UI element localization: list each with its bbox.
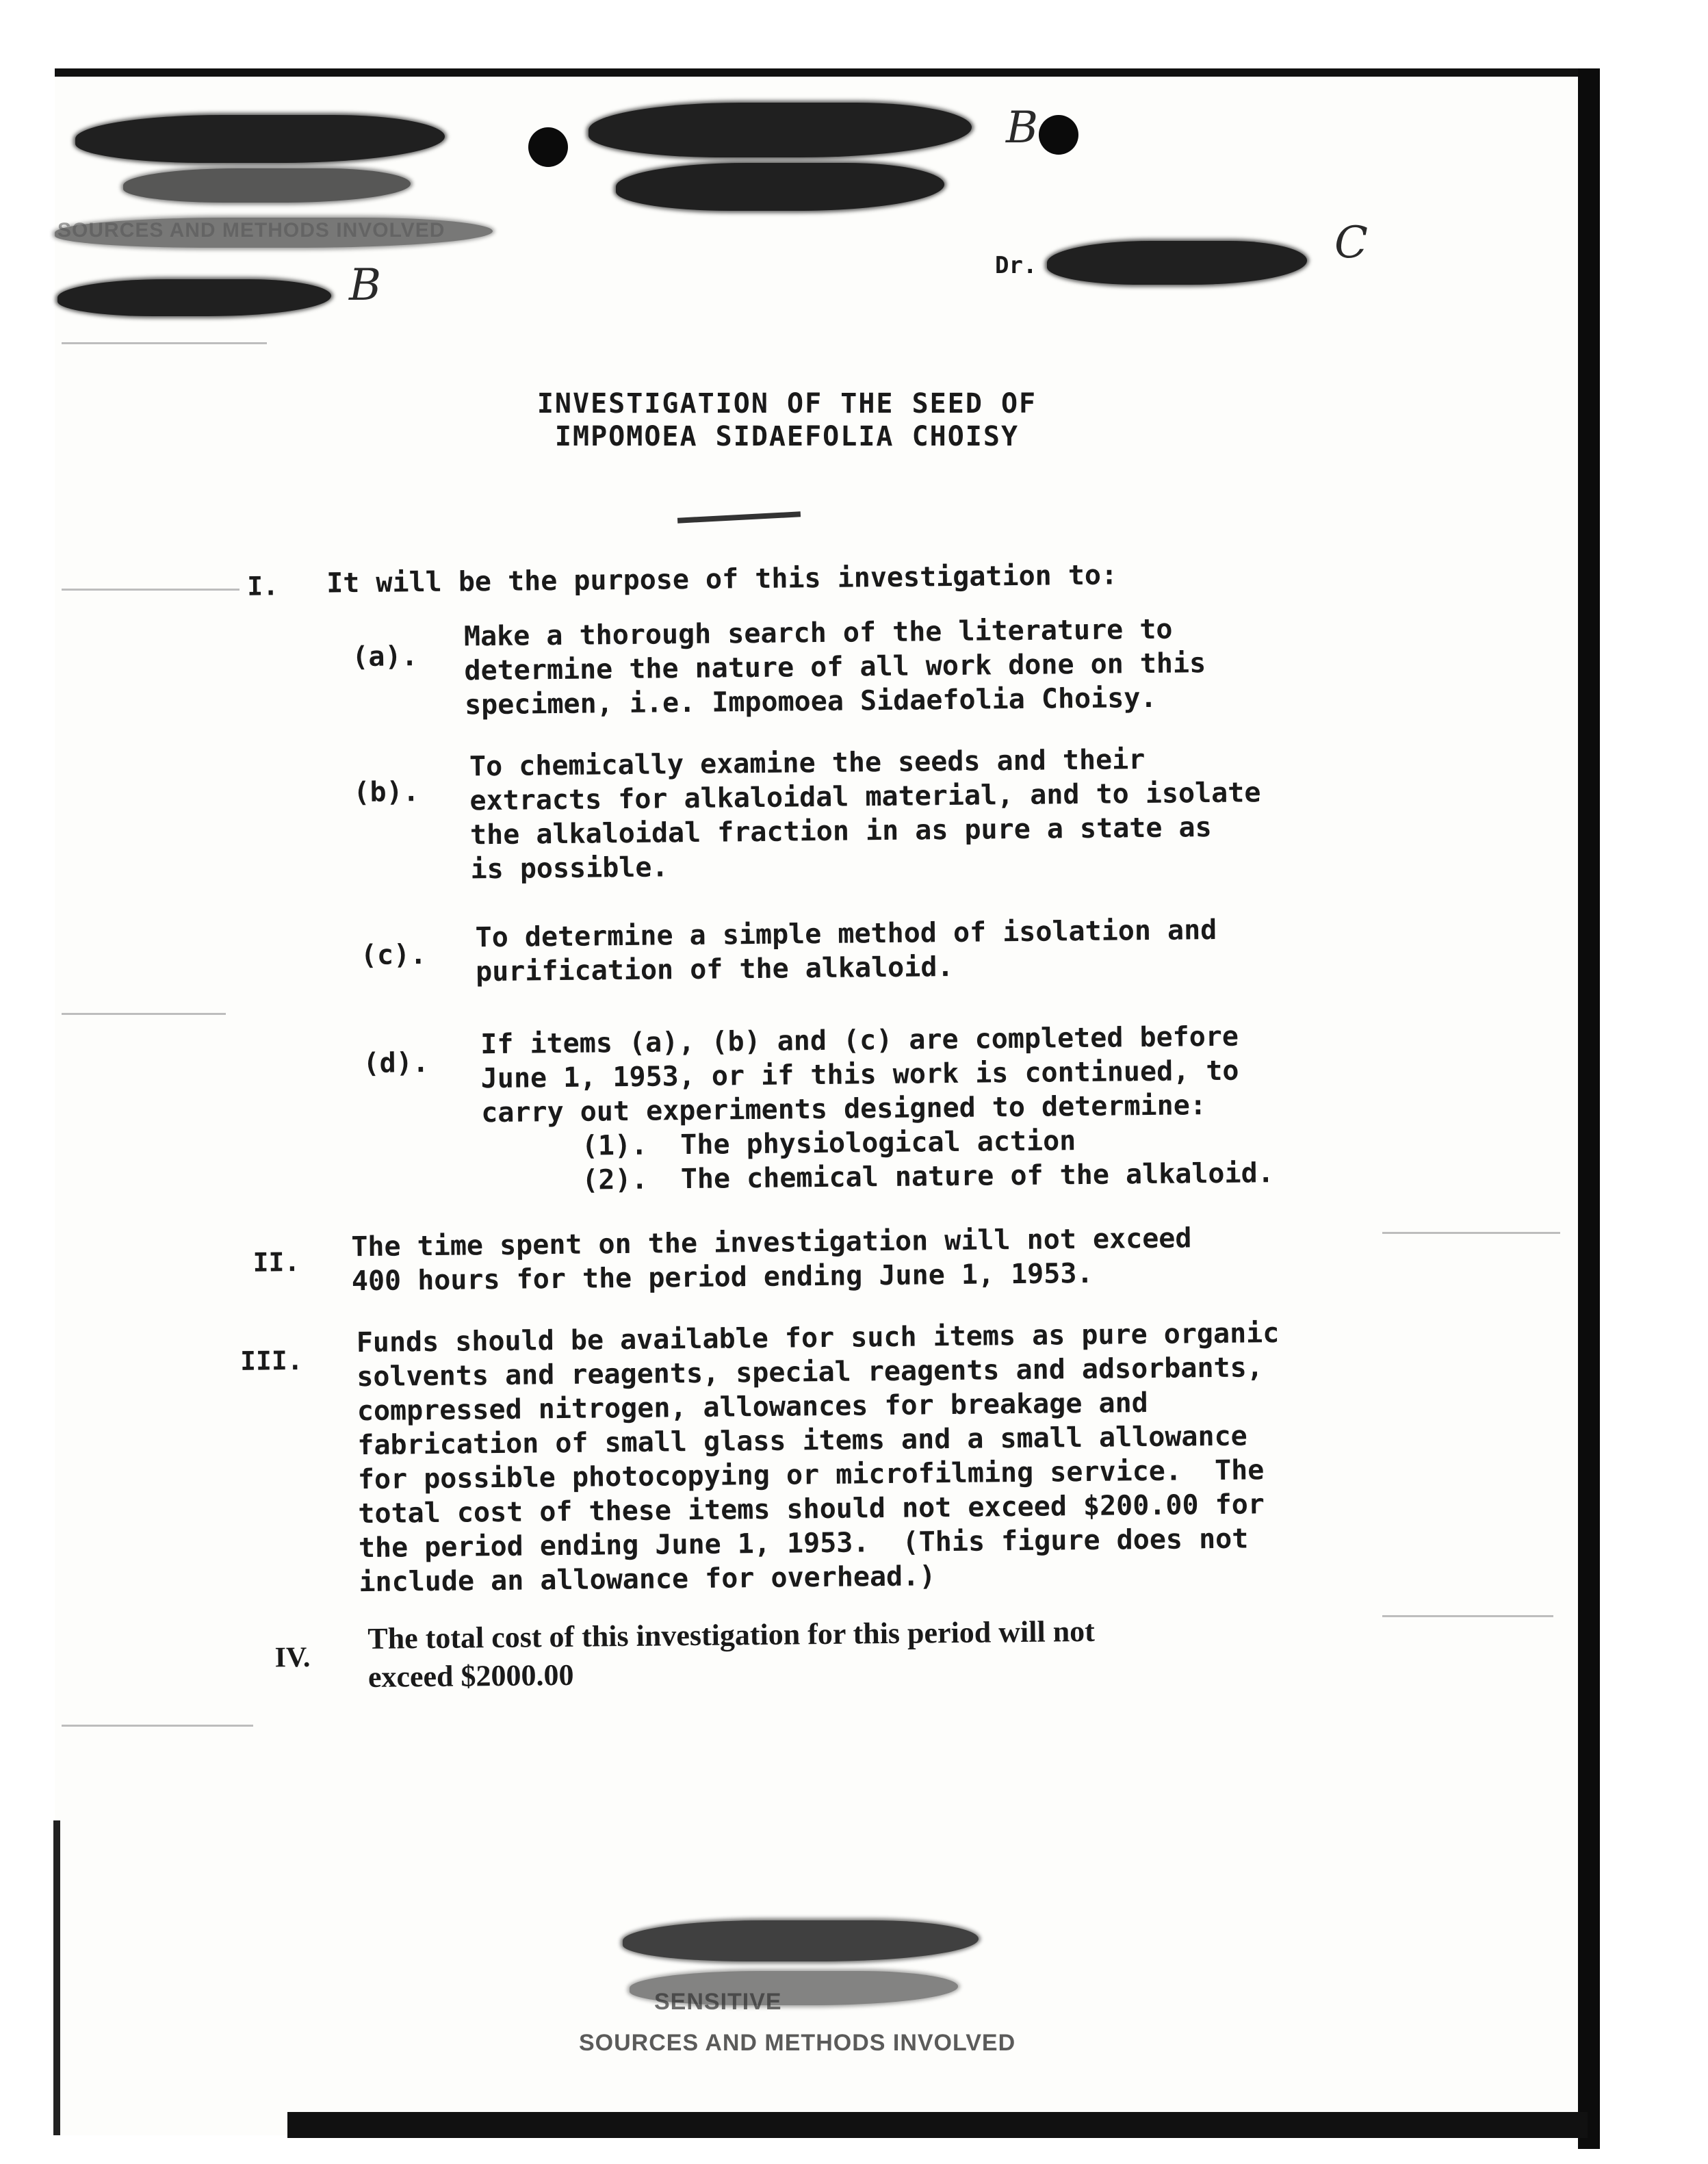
scan-noise <box>62 1013 226 1015</box>
item-label: (c). <box>360 939 427 972</box>
item-d-text: If items (a), (b) and (c) are completed before June 1, 1953, or if this work is continued, to carry out experiments designed to determine: <box>480 1020 1239 1129</box>
handwritten-mark: B <box>349 260 382 311</box>
redaction-block <box>623 1920 979 1961</box>
item-c-text: To determine a simple method of isolation and purification of the alkaloid. <box>475 914 1217 988</box>
scan-noise <box>1382 1615 1553 1617</box>
title-line-2: IMPOMOEA SIDAEFOLIA CHOISY <box>554 421 1020 452</box>
item-label: (d). <box>363 1047 430 1080</box>
section-2-text: The time spent on the investigation will not exceed 400 hours for the period ending June 1, 1953. <box>351 1222 1192 1298</box>
section-1-intro: It will be the purpose of this investigation to: <box>326 559 1118 600</box>
scan-noise <box>62 589 240 591</box>
item-label: (b). <box>353 776 419 809</box>
section-4-text-content: The total cost of this investigation for this period will not exceed $2000.00 <box>367 1614 1096 1694</box>
section-3-text: Funds should be available for such items as pure organic solvents and reagents, special reagents and adsorbants, compressed nitrogen, allowances for breakage and fabrication of small glass items and a small allowance for possible photocopying or microfilming service. The total cost of these items should not exceed $200.00 for the period ending June 1, 1953. (This figure does not include an allowance for overhead.) <box>356 1317 1280 1599</box>
item-b-text: To chemically examine the seeds and their extracts for alkaloidal material, and to isolate the alkaloidal fraction in as pure a state as is possible. <box>469 744 1261 886</box>
section-numeral: II. <box>253 1246 300 1278</box>
scan-noise <box>62 342 267 344</box>
item-a-text: Make a thorough search of the literature to determine the nature of all work done on this specimen, i.e. Impomoea Sidaefolia Choisy. <box>463 613 1206 721</box>
footer-stamp-sources: SOURCES AND METHODS INVOLVED <box>579 2030 1016 2056</box>
footer-stamp-sensitive: SENSITIVE <box>654 1989 782 2015</box>
section-numeral: I. <box>246 571 279 602</box>
subitem: (1). The physiological action <box>581 1125 1076 1162</box>
subitem: (2). The chemical nature of the alkaloid. <box>582 1157 1274 1196</box>
header-stamp-text: SOURCES AND METHODS INVOLVED <box>57 219 445 242</box>
section-numeral: III. <box>240 1345 303 1376</box>
handwritten-mark: B <box>1006 103 1039 153</box>
title-line-1: INVESTIGATION OF THE SEED OF <box>536 388 1037 420</box>
item-label: (a). <box>352 641 418 673</box>
addressee-prefix: Dr. <box>995 252 1037 279</box>
section-numeral: IV. <box>274 1641 311 1674</box>
handwritten-mark: C <box>1334 218 1368 268</box>
section-4-text <box>367 1612 1096 1697</box>
scan-noise <box>1382 1232 1560 1234</box>
scan-noise <box>62 1725 253 1727</box>
